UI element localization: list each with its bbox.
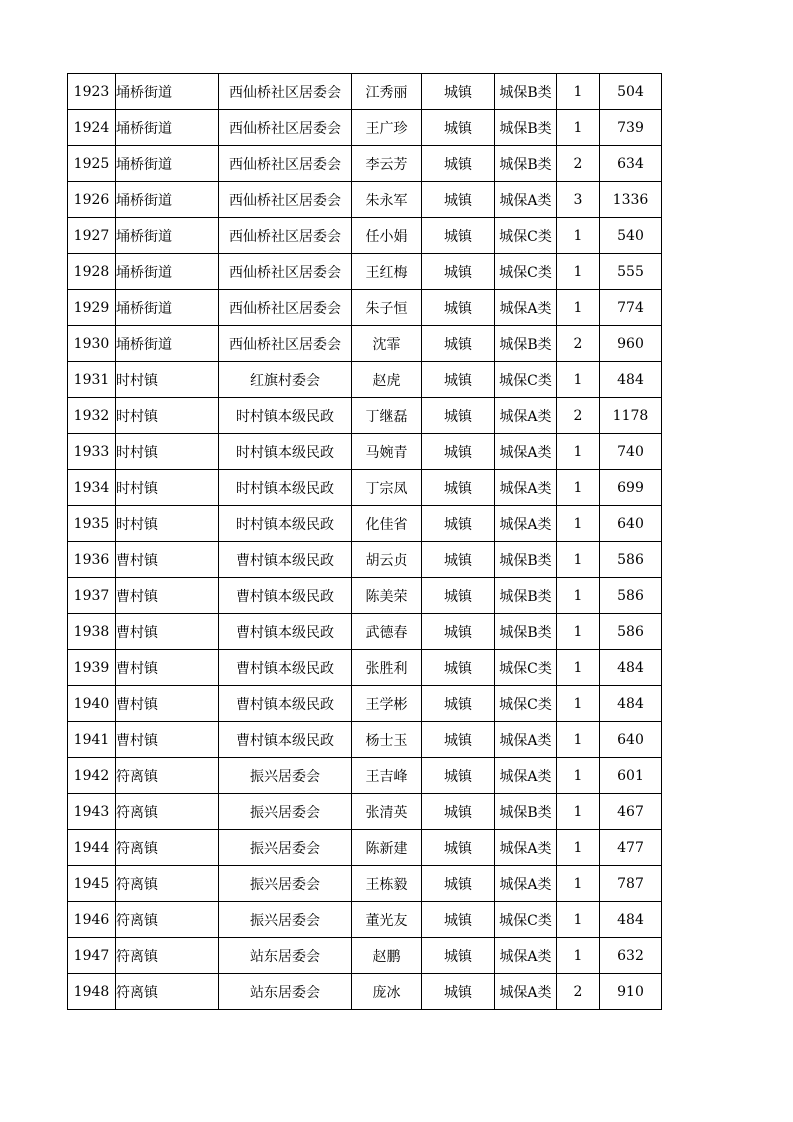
area-type-cell: 城镇: [422, 830, 495, 866]
benefit-amount-cell: 740: [600, 434, 662, 470]
assistance-category-cell: 城保A类: [495, 758, 557, 794]
table-body: [68, 74, 662, 1010]
row-number-cell: 1934: [68, 470, 116, 506]
assistance-table: [67, 73, 662, 1010]
row-number-cell: 1936: [68, 542, 116, 578]
committee-name-cell: 时村镇本级民政: [219, 398, 352, 434]
table-row: [68, 650, 662, 686]
household-count-cell: 1: [557, 362, 600, 398]
person-name-cell: 张胜利: [352, 650, 422, 686]
row-number-cell: 1947: [68, 938, 116, 974]
table-row: [68, 74, 662, 110]
assistance-category-cell: 城保A类: [495, 938, 557, 974]
committee-name-cell: 站东居委会: [219, 974, 352, 1010]
row-number-cell: 1928: [68, 254, 116, 290]
committee-name-cell: 西仙桥社区居委会: [219, 110, 352, 146]
benefit-amount-cell: 586: [600, 614, 662, 650]
benefit-amount-cell: 910: [600, 974, 662, 1010]
committee-name-cell: 振兴居委会: [219, 902, 352, 938]
street-name-cell: 时村镇: [116, 506, 219, 542]
assistance-category-cell: 城保B类: [495, 794, 557, 830]
person-name-cell: 化佳省: [352, 506, 422, 542]
person-name-cell: 丁宗凤: [352, 470, 422, 506]
area-type-cell: 城镇: [422, 866, 495, 902]
row-number-cell: 1943: [68, 794, 116, 830]
household-count-cell: 3: [557, 182, 600, 218]
row-number-cell: 1935: [68, 506, 116, 542]
benefit-amount-cell: 504: [600, 74, 662, 110]
table-row: [68, 830, 662, 866]
committee-name-cell: 西仙桥社区居委会: [219, 254, 352, 290]
benefit-amount-cell: 739: [600, 110, 662, 146]
person-name-cell: 胡云贞: [352, 542, 422, 578]
assistance-category-cell: 城保A类: [495, 722, 557, 758]
benefit-amount-cell: 477: [600, 830, 662, 866]
assistance-category-cell: 城保C类: [495, 686, 557, 722]
row-number-cell: 1938: [68, 614, 116, 650]
person-name-cell: 朱子恒: [352, 290, 422, 326]
area-type-cell: 城镇: [422, 974, 495, 1010]
row-number-cell: 1944: [68, 830, 116, 866]
assistance-category-cell: 城保A类: [495, 398, 557, 434]
household-count-cell: 1: [557, 290, 600, 326]
street-name-cell: 符离镇: [116, 974, 219, 1010]
area-type-cell: 城镇: [422, 902, 495, 938]
benefit-amount-cell: 586: [600, 542, 662, 578]
area-type-cell: 城镇: [422, 254, 495, 290]
table-row: [68, 254, 662, 290]
row-number-cell: 1939: [68, 650, 116, 686]
street-name-cell: 埇桥街道: [116, 146, 219, 182]
committee-name-cell: 红旗村委会: [219, 362, 352, 398]
committee-name-cell: 振兴居委会: [219, 830, 352, 866]
table-row: [68, 614, 662, 650]
area-type-cell: 城镇: [422, 398, 495, 434]
benefit-amount-cell: 787: [600, 866, 662, 902]
table-row: [68, 758, 662, 794]
household-count-cell: 2: [557, 398, 600, 434]
committee-name-cell: 曹村镇本级民政: [219, 578, 352, 614]
household-count-cell: 1: [557, 902, 600, 938]
person-name-cell: 马婉青: [352, 434, 422, 470]
table-row: [68, 974, 662, 1010]
household-count-cell: 1: [557, 722, 600, 758]
table-row: [68, 938, 662, 974]
assistance-category-cell: 城保A类: [495, 434, 557, 470]
benefit-amount-cell: 467: [600, 794, 662, 830]
area-type-cell: 城镇: [422, 146, 495, 182]
area-type-cell: 城镇: [422, 326, 495, 362]
household-count-cell: 1: [557, 938, 600, 974]
table-row: [68, 398, 662, 434]
committee-name-cell: 曹村镇本级民政: [219, 614, 352, 650]
assistance-category-cell: 城保C类: [495, 650, 557, 686]
benefit-amount-cell: 640: [600, 506, 662, 542]
table-row: [68, 506, 662, 542]
benefit-amount-cell: 484: [600, 362, 662, 398]
person-name-cell: 王红梅: [352, 254, 422, 290]
area-type-cell: 城镇: [422, 650, 495, 686]
row-number-cell: 1946: [68, 902, 116, 938]
benefit-amount-cell: 484: [600, 650, 662, 686]
assistance-category-cell: 城保A类: [495, 830, 557, 866]
household-count-cell: 1: [557, 542, 600, 578]
assistance-category-cell: 城保A类: [495, 866, 557, 902]
household-count-cell: 1: [557, 650, 600, 686]
area-type-cell: 城镇: [422, 794, 495, 830]
street-name-cell: 符离镇: [116, 866, 219, 902]
committee-name-cell: 时村镇本级民政: [219, 506, 352, 542]
table-row: [68, 326, 662, 362]
assistance-category-cell: 城保A类: [495, 182, 557, 218]
household-count-cell: 1: [557, 686, 600, 722]
committee-name-cell: 站东居委会: [219, 938, 352, 974]
benefit-amount-cell: 960: [600, 326, 662, 362]
row-number-cell: 1924: [68, 110, 116, 146]
person-name-cell: 赵虎: [352, 362, 422, 398]
street-name-cell: 埇桥街道: [116, 290, 219, 326]
area-type-cell: 城镇: [422, 758, 495, 794]
assistance-category-cell: 城保C类: [495, 254, 557, 290]
street-name-cell: 时村镇: [116, 398, 219, 434]
household-count-cell: 1: [557, 218, 600, 254]
person-name-cell: 杨士玉: [352, 722, 422, 758]
person-name-cell: 武德春: [352, 614, 422, 650]
benefit-amount-cell: 634: [600, 146, 662, 182]
household-count-cell: 1: [557, 434, 600, 470]
household-count-cell: 1: [557, 794, 600, 830]
assistance-category-cell: 城保B类: [495, 542, 557, 578]
committee-name-cell: 西仙桥社区居委会: [219, 290, 352, 326]
household-count-cell: 2: [557, 326, 600, 362]
table-row: [68, 578, 662, 614]
household-count-cell: 1: [557, 866, 600, 902]
assistance-category-cell: 城保B类: [495, 614, 557, 650]
assistance-category-cell: 城保B类: [495, 146, 557, 182]
person-name-cell: 赵鹏: [352, 938, 422, 974]
household-count-cell: 1: [557, 578, 600, 614]
person-name-cell: 王吉峰: [352, 758, 422, 794]
person-name-cell: 王广珍: [352, 110, 422, 146]
person-name-cell: 张清英: [352, 794, 422, 830]
row-number-cell: 1942: [68, 758, 116, 794]
area-type-cell: 城镇: [422, 938, 495, 974]
household-count-cell: 1: [557, 470, 600, 506]
row-number-cell: 1941: [68, 722, 116, 758]
benefit-amount-cell: 1336: [600, 182, 662, 218]
table-row: [68, 470, 662, 506]
committee-name-cell: 西仙桥社区居委会: [219, 326, 352, 362]
street-name-cell: 时村镇: [116, 362, 219, 398]
benefit-amount-cell: 540: [600, 218, 662, 254]
person-name-cell: 庞冰: [352, 974, 422, 1010]
person-name-cell: 王学彬: [352, 686, 422, 722]
table-row: [68, 146, 662, 182]
assistance-category-cell: 城保B类: [495, 74, 557, 110]
street-name-cell: 曹村镇: [116, 650, 219, 686]
area-type-cell: 城镇: [422, 542, 495, 578]
row-number-cell: 1945: [68, 866, 116, 902]
household-count-cell: 1: [557, 110, 600, 146]
benefit-amount-cell: 586: [600, 578, 662, 614]
benefit-amount-cell: 699: [600, 470, 662, 506]
area-type-cell: 城镇: [422, 290, 495, 326]
benefit-amount-cell: 601: [600, 758, 662, 794]
assistance-category-cell: 城保B类: [495, 326, 557, 362]
assistance-category-cell: 城保B类: [495, 110, 557, 146]
area-type-cell: 城镇: [422, 182, 495, 218]
street-name-cell: 符离镇: [116, 794, 219, 830]
street-name-cell: 曹村镇: [116, 686, 219, 722]
street-name-cell: 埇桥街道: [116, 254, 219, 290]
row-number-cell: 1933: [68, 434, 116, 470]
street-name-cell: 曹村镇: [116, 614, 219, 650]
person-name-cell: 丁继磊: [352, 398, 422, 434]
table-row: [68, 218, 662, 254]
committee-name-cell: 曹村镇本级民政: [219, 722, 352, 758]
person-name-cell: 王栋毅: [352, 866, 422, 902]
area-type-cell: 城镇: [422, 470, 495, 506]
household-count-cell: 1: [557, 758, 600, 794]
assistance-category-cell: 城保A类: [495, 290, 557, 326]
committee-name-cell: 曹村镇本级民政: [219, 650, 352, 686]
household-count-cell: 2: [557, 974, 600, 1010]
household-count-cell: 1: [557, 830, 600, 866]
table-row: [68, 182, 662, 218]
committee-name-cell: 西仙桥社区居委会: [219, 146, 352, 182]
street-name-cell: 符离镇: [116, 758, 219, 794]
row-number-cell: 1930: [68, 326, 116, 362]
street-name-cell: 曹村镇: [116, 578, 219, 614]
row-number-cell: 1926: [68, 182, 116, 218]
street-name-cell: 时村镇: [116, 434, 219, 470]
area-type-cell: 城镇: [422, 362, 495, 398]
row-number-cell: 1932: [68, 398, 116, 434]
table-row: [68, 362, 662, 398]
row-number-cell: 1925: [68, 146, 116, 182]
table-row: [68, 866, 662, 902]
row-number-cell: 1929: [68, 290, 116, 326]
area-type-cell: 城镇: [422, 218, 495, 254]
person-name-cell: 李云芳: [352, 146, 422, 182]
committee-name-cell: 曹村镇本级民政: [219, 542, 352, 578]
area-type-cell: 城镇: [422, 686, 495, 722]
table-row: [68, 434, 662, 470]
committee-name-cell: 西仙桥社区居委会: [219, 182, 352, 218]
committee-name-cell: 振兴居委会: [219, 866, 352, 902]
row-number-cell: 1940: [68, 686, 116, 722]
person-name-cell: 朱永军: [352, 182, 422, 218]
area-type-cell: 城镇: [422, 434, 495, 470]
person-name-cell: 沈霏: [352, 326, 422, 362]
row-number-cell: 1927: [68, 218, 116, 254]
household-count-cell: 1: [557, 614, 600, 650]
committee-name-cell: 时村镇本级民政: [219, 434, 352, 470]
assistance-category-cell: 城保C类: [495, 362, 557, 398]
committee-name-cell: 时村镇本级民政: [219, 470, 352, 506]
street-name-cell: 埇桥街道: [116, 218, 219, 254]
row-number-cell: 1923: [68, 74, 116, 110]
assistance-category-cell: 城保A类: [495, 974, 557, 1010]
assistance-category-cell: 城保A类: [495, 506, 557, 542]
street-name-cell: 曹村镇: [116, 722, 219, 758]
committee-name-cell: 西仙桥社区居委会: [219, 218, 352, 254]
row-number-cell: 1937: [68, 578, 116, 614]
table-row: [68, 686, 662, 722]
benefit-amount-cell: 632: [600, 938, 662, 974]
area-type-cell: 城镇: [422, 74, 495, 110]
committee-name-cell: 曹村镇本级民政: [219, 686, 352, 722]
benefit-amount-cell: 484: [600, 686, 662, 722]
street-name-cell: 埇桥街道: [116, 182, 219, 218]
household-count-cell: 1: [557, 506, 600, 542]
street-name-cell: 埇桥街道: [116, 110, 219, 146]
assistance-category-cell: 城保C类: [495, 218, 557, 254]
street-name-cell: 时村镇: [116, 470, 219, 506]
row-number-cell: 1931: [68, 362, 116, 398]
benefit-amount-cell: 1178: [600, 398, 662, 434]
household-count-cell: 2: [557, 146, 600, 182]
area-type-cell: 城镇: [422, 578, 495, 614]
street-name-cell: 符离镇: [116, 902, 219, 938]
area-type-cell: 城镇: [422, 110, 495, 146]
benefit-amount-cell: 640: [600, 722, 662, 758]
table-row: [68, 542, 662, 578]
benefit-amount-cell: 774: [600, 290, 662, 326]
person-name-cell: 陈美荣: [352, 578, 422, 614]
assistance-category-cell: 城保C类: [495, 902, 557, 938]
assistance-category-cell: 城保A类: [495, 470, 557, 506]
person-name-cell: 董光友: [352, 902, 422, 938]
street-name-cell: 埇桥街道: [116, 326, 219, 362]
street-name-cell: 埇桥街道: [116, 74, 219, 110]
benefit-amount-cell: 484: [600, 902, 662, 938]
table-row: [68, 722, 662, 758]
person-name-cell: 任小娟: [352, 218, 422, 254]
household-count-cell: 1: [557, 74, 600, 110]
street-name-cell: 曹村镇: [116, 542, 219, 578]
table-row: [68, 110, 662, 146]
person-name-cell: 江秀丽: [352, 74, 422, 110]
assistance-category-cell: 城保B类: [495, 578, 557, 614]
area-type-cell: 城镇: [422, 506, 495, 542]
household-count-cell: 1: [557, 254, 600, 290]
committee-name-cell: 西仙桥社区居委会: [219, 74, 352, 110]
committee-name-cell: 振兴居委会: [219, 758, 352, 794]
row-number-cell: 1948: [68, 974, 116, 1010]
committee-name-cell: 振兴居委会: [219, 794, 352, 830]
table-row: [68, 794, 662, 830]
area-type-cell: 城镇: [422, 722, 495, 758]
street-name-cell: 符离镇: [116, 938, 219, 974]
table-row: [68, 290, 662, 326]
benefit-amount-cell: 555: [600, 254, 662, 290]
area-type-cell: 城镇: [422, 614, 495, 650]
person-name-cell: 陈新建: [352, 830, 422, 866]
table-row: [68, 902, 662, 938]
street-name-cell: 符离镇: [116, 830, 219, 866]
